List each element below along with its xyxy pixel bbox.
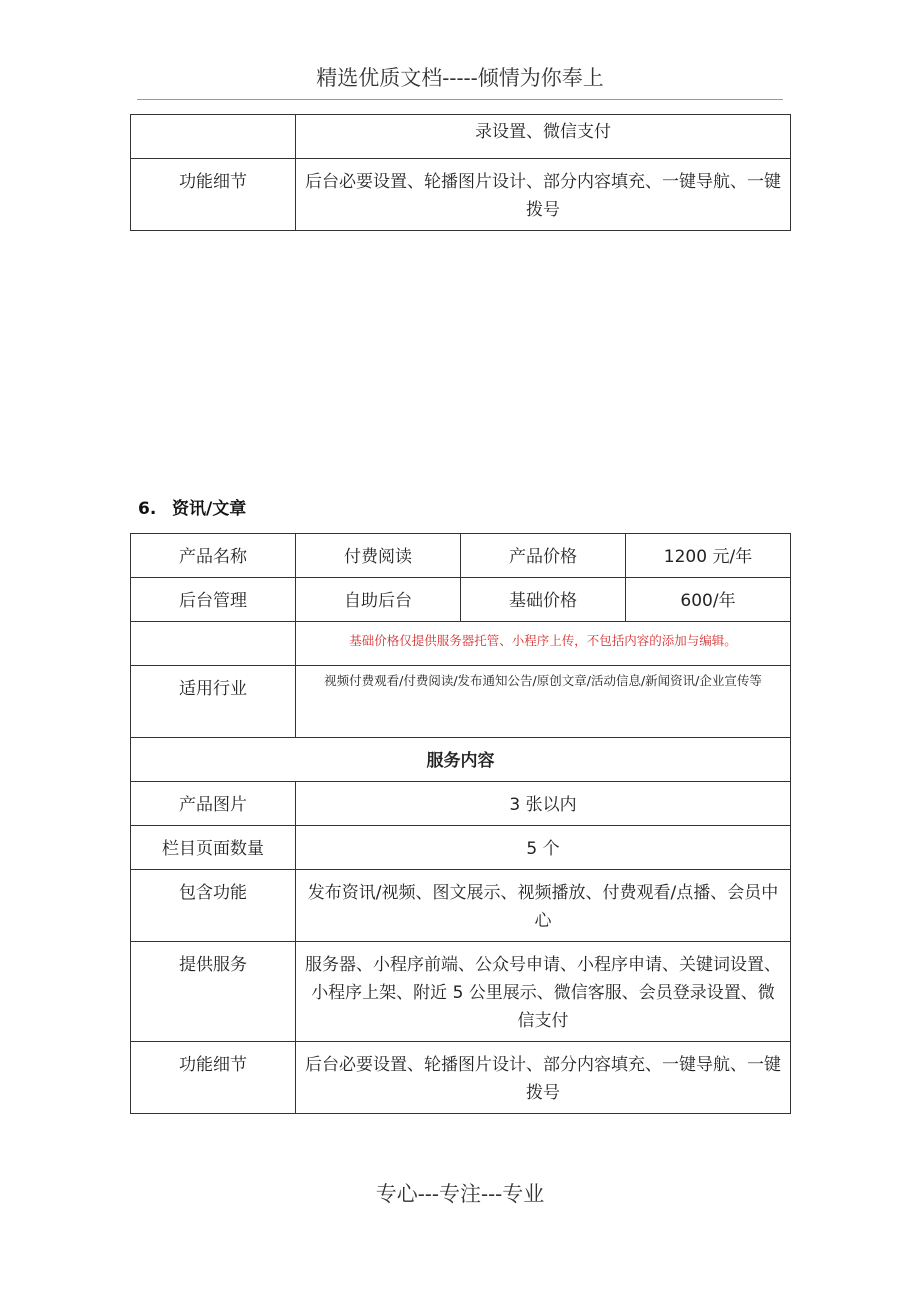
- table-row: [131, 578, 791, 622]
- table-row: [131, 115, 791, 159]
- service-heading: 服务内容: [131, 738, 791, 782]
- row-value: 发布资讯/视频、图文展示、视频播放、付费观看/点播、会员中心: [296, 870, 791, 942]
- table-row: [131, 782, 791, 826]
- product-name-label: 产品名称: [131, 534, 296, 578]
- page-header: 精选优质文档-----倾情为你奉上: [316, 66, 604, 90]
- continued-service-table: [130, 114, 791, 231]
- table-row: [131, 534, 791, 578]
- section-title: 资讯/文章: [172, 499, 247, 519]
- table-row: [131, 1042, 791, 1114]
- row-label: 功能细节: [131, 1042, 296, 1114]
- admin-label: 后台管理: [131, 578, 296, 622]
- price-label: 产品价格: [461, 534, 626, 578]
- row-label: 栏目页面数量: [131, 826, 296, 870]
- row-label: 提供服务: [131, 942, 296, 1042]
- table-row: [131, 826, 791, 870]
- row-value: 5 个: [296, 826, 791, 870]
- section-number: 6.: [138, 499, 157, 519]
- row-value: 3 张以内: [296, 782, 791, 826]
- pricing-note: 基础价格仅提供服务器托管、小程序上传，不包括内容的添加与编辑。: [296, 622, 791, 666]
- row-label: 产品图片: [131, 782, 296, 826]
- note-label: [131, 622, 296, 666]
- section-heading: [138, 494, 246, 519]
- row-label: 功能细节: [131, 159, 296, 231]
- table-row: [131, 666, 791, 738]
- industry-label: 适用行业: [131, 666, 296, 738]
- row-value: 后台必要设置、轮播图片设计、部分内容填充、一键导航、一键拨号: [296, 1042, 791, 1114]
- header-divider: [137, 99, 783, 100]
- table-row: [131, 159, 791, 231]
- product-table: [130, 533, 791, 1114]
- row-value: 后台必要设置、轮播图片设计、部分内容填充、一键导航、一键拨号: [296, 159, 791, 231]
- price-value: 1200 元/年: [626, 534, 791, 578]
- table-row: [131, 738, 791, 782]
- base-price-value: 600/年: [626, 578, 791, 622]
- row-label: [131, 115, 296, 159]
- admin-value: 自助后台: [296, 578, 461, 622]
- page-footer: 专心---专注---专业: [375, 1182, 545, 1206]
- industry-value: 视频付费观看/付费阅读/发布通知公告/原创文章/活动信息/新闻资讯/企业宣传等: [296, 666, 791, 738]
- row-label: 包含功能: [131, 870, 296, 942]
- table-row: [131, 870, 791, 942]
- row-value: 录设置、微信支付: [296, 115, 791, 159]
- table-row: [131, 942, 791, 1042]
- base-price-label: 基础价格: [461, 578, 626, 622]
- product-name-value: 付费阅读: [296, 534, 461, 578]
- row-value: 服务器、小程序前端、公众号申请、小程序申请、关键词设置、小程序上架、附近 5 公里展示、微信客服、会员登录设置、微信支付: [296, 942, 791, 1042]
- table-row: [131, 622, 791, 666]
